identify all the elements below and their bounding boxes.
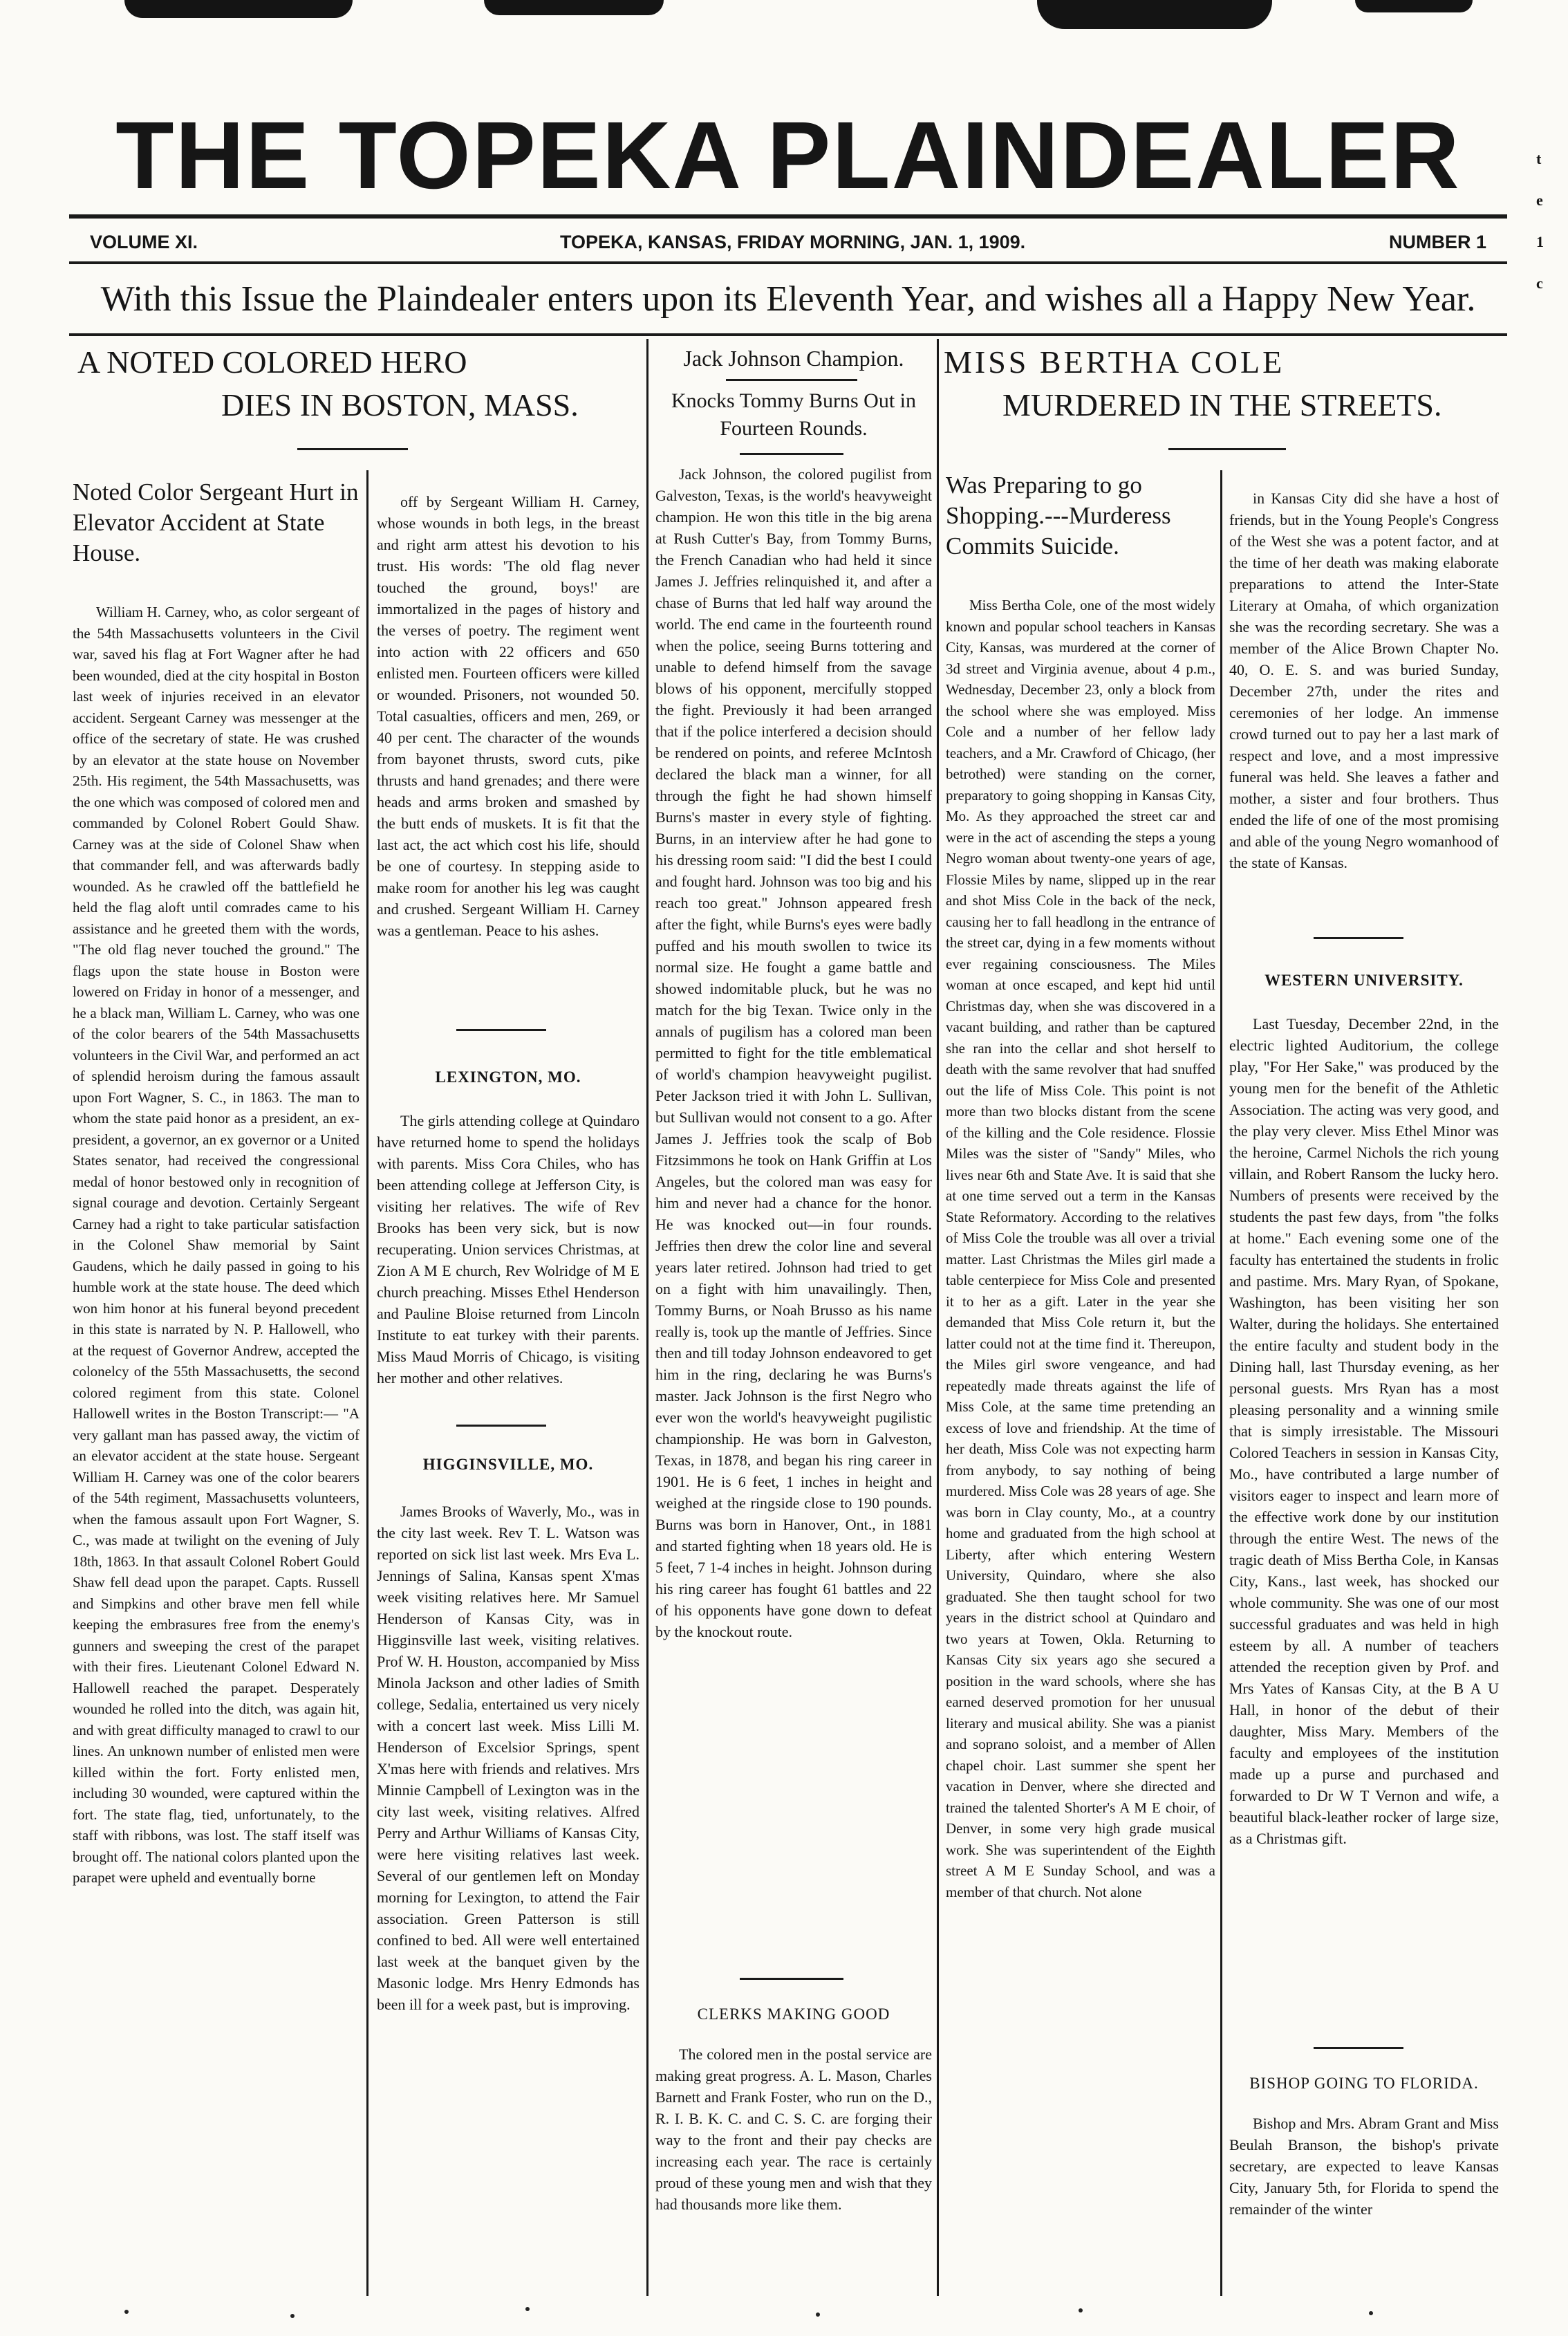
masthead-rule bbox=[69, 214, 1507, 219]
higginsville-heading: HIGGINSVILLE, MO. bbox=[422, 1456, 594, 1473]
masthead-title: THE TOPEKA PLAINDEALER bbox=[115, 104, 1461, 207]
volume-label: VOLUME XI. bbox=[90, 232, 198, 252]
cole-article-text-1: Miss Bertha Cole, one of the most widely known and popular school teachers in Kansas City, Kansas, was murdered at the corner of 3d street and Virginia avenue, about 4 p.m., Wednesday, December 23, only a block from the school where she was employed. Miss Cole and a number of her fellow lady teachers, and a Mr. Crawford of Chicago, (her betrothed) were standing on the corner, preparatory to going shopping in Kansas City, Mo. As they approached the street car and were in the act of ascending the steps a young Negro woman about twenty-one years of age, Flossie Miles by name, slipped up in the rear and shot Miss Cole in the back of the neck, causing her to fall headlong in the entrance of the street car, dying in a few moments without ever regaining consciousness. The Miles woman at once escaped, and kept hid until Christmas day, when she was discovered in a vacant building, and rather than be captured she ran into the cellar and shot herself to death with the same revolver that had snuffed out the life of Miss Cole. This point is not more than two blocks distant from the scene of the killing and the Cole residence. Flossie Miles was the sister of "Sandy" Miles, who lives near 6th and State Ave. It is said that she at one time served out a term in the Kansas State Reformatory. According to the relatives of Miss Cole the trouble was all over a trivial matter. Last Christmas the Miles girl made a table centerpiece for Miss Cole and presented it to her as a gift. Later in the year she demanded that Miss Cole return it, but the latter could not at the time find it. Thereupon, the Miles girl swore vengeance, and had repeatedly made threats against the life of Miss Cole, at the same time pretending an excess of love and friendship. At the time of her death, Miss Cole was not expecting harm from anybody, to say nothing of being murdered. Miss Cole was 28 years of age. She was born in Clay county, Mo., at a country home and graduated from the high school at Liberty, after which entering Western University, Quindaro, where she also graduated. She then taught school for two years in the district school at Quindaro and two years at Towen, Okla. Returning to Kansas City six years ago she secured a position in the ward schools, where she has earned deserved promotion for her unusual literary and musical ability. She was a pianist and soprano soloist, and a member of Allen chapel choir. Last summer she spent her vacation in Denver, where she directed and trained the talented Shorter's A M E choir, of Denver, in some very high grade musical work. She was superintendent of the Eighth street A M E Sunday School, and was a member of that church. Not alone bbox=[946, 597, 1215, 1900]
lexington-news bbox=[377, 1110, 640, 1483]
carney-article-text-1: William H. Carney, who, as color sergeant of the 54th Massachusetts volunteers in the Civil war, saved his flag at Fort Wagner after he had been wounded, died at the city hospital in Boston last week of injuries received in an elevator accident. Sergeant Carney was messenger at the office of the secretary of state. He was crushed by an elevator at the state house on November 25th. His regiment, the 54th Massachusetts, was the one which was composed of colored men and commanded by Colonel Robert Gould Shaw. Carney was at the side of Colonel Shaw when that commander fell, and was afterwards badly wounded. As he crawled off the battlefield he held the flag aloft until comrades came to his assistance and he greeted them with the words, "The old flag never touched the ground." The flags upon the state house in Boston were lowered on Friday in honor of a messenger, and he a black man, William L. Carney, who was one of the color bearers of the 54th Massachusetts volunteers in the Civil War, and performed an act of splendid heroism during the famous assault upon Fort Wagner, S. C., in 1863. The man to whom the state paid honor as a president, an ex-president, a governor, an ex governor or a United States senator, had received the congressional medal of honor bestowed only in recognition of signal courage and devotion. Certainly Sergeant Carney had a right to take particular satisfaction in the Colonel Shaw memorial by Saint Gaudens, which he daily passed in going to his humble work at the state house. The deed which won him honor at his funeral beyond precedent in this state is narrated by N. P. Hallowell, who at the request of Governor Andrew, accepted the colonelcy of the 55th Massachusetts, the second colored regiment from this state. Colonel Hallowell writes in the Boston Transcript:— "A very gallant man has passed away, the victim of an elevator accident at the state house. Sergeant William H. Carney was one of the color bearers of the 54th regiment, Massachusetts volunteers, when the famous assault upon Fort Wagner, S. C., was made at twilight on the evening of July 18th, 1863. In that assault Colonel Robert Gould Shaw fell dead upon the parapet. Capts. Russell and Simpkins and other brave men fell while keeping the embrasures free from the enemy's gunners and sweeping the crest of the parapet with their fires. Lieutenant Colonel Edward N. Hallowell reached the parapet. Desperately wounded he rolled into the ditch, was again hit, and with great difficulty managed to crawl to our lines. An unknown number of enlisted men were killed within the fort. Forty enlisted men, including 30 wounded, were captured within the fort. The state flag, tied, unfortunately, to the staff with ribbons, was lost. The staff itself was brought off. The national colors planted upon the parapet were upheld and eventually borne bbox=[73, 604, 360, 1886]
column-rule-4 bbox=[1220, 470, 1222, 2296]
johnson-headline: Jack Johnson Champion. bbox=[683, 346, 904, 371]
column-rule-3 bbox=[937, 339, 939, 2296]
clerks-heading: CLERKS MAKING GOOD bbox=[697, 2005, 890, 2023]
florida-top-rule bbox=[1314, 2047, 1403, 2049]
clerks-article-text: The colored men in the postal service are making great progress. A. L. Mason, Charles Barnett and Frank Foster, who run on the D., R. I. B. K. C. and C. S. C. are forging their way to the front and their pay checks are increasing each year. The race is certainly proud of these young men and wish that they had thousands more like them. bbox=[655, 2046, 932, 2213]
cole-deck: Was Preparing to go Shopping.---Murderess Commits Suicide. bbox=[946, 472, 1171, 559]
higginsville-news-text: James Brooks of Waverly, Mo., was in the city last week. Rev T. L. Watson was reported on sick list last week. Mrs Eva L. Jennings of Salina, Kansas spent X'mas week visiting relatives here. Mr Samuel Henderson of Kansas City, was in Higginsville last week, visiting relatives. Prof W. H. Houston, accompanied by Miss Minola Jackson and other ladies of Smith college, Sedalia, entertained us very nicely with a concert last week. Miss Lilli M. Henderson of Excelsior Springs, spent X'mas here with friends and relatives. Mrs Minnie Campbell of Lexington was in the city last week, visiting relatives. Alfred Perry and Arthur Williams of Kansas City, were here visiting relatives last week. Several of our gentlemen left on Monday morning for Lexington, to attend the Fair association. Green Patterson is still confined to bed. All were well entertained last week at the banquet given by the Masonic lodge. Mrs Henry Edmonds has been ill for a week past, but is improving. bbox=[377, 1503, 640, 2013]
lexington-news-text: The girls attending college at Quindaro have returned home to spend the holidays with parents. Miss Cora Chiles, who has been attending college at Jefferson City, is visiting her relatives. The wife of Rev Brooks has been very sick, but is now recuperating. Union services Christmas, at Zion A M E church, Rev Wolridge of M E church preaching. Misses Ethel Henderson and Pauline Bloise returned from Lincoln Institute to eat turkey with their parents. Miss Maud Morris of Chicago, is visiting her mother and other relatives. bbox=[377, 1112, 640, 1387]
cole-article-col2 bbox=[1229, 488, 1499, 930]
western-university-text: Last Tuesday, December 22nd, in the electric lighted Auditorium, the college play, "For Her Sake," was produced by the young men for the benefit of the Athletic Association. The acting was very good, and the play very clever. Miss Ethel Minor was the heroine, Carmel Nichols the rich young villain, and Robert Ransom the lucky hero. Numbers of presents were received by the students the past few days, from "the folks at home." Each evening some one of the faculty has entertained the students in frolic and pastime. Mrs. Mary Ryan, of Spokane, Washington, has been visiting her son Walter, during the holidays. She entertained the entire faculty and student body in the Dining hall, last Thursday evening, as her personal guests. Mrs Ryan has a most pleasing personality and a winning smile that is simply irresistable. The Missouri Colored Teachers in session in Kansas City, Mo., have contributed a large number of visitors eager to inspect and learn more of the effective work done by our institution through the entire West. The news of the tragic death of Miss Bertha Cole, in Kansas City, Kans., last week, has shocked our whole community. She was one of our most successful graduates and was held in high esteem by all. A number of teachers attended the reception given by Prof. and Mrs Yates of Kansas City, at the B A U Hall, in honor of the debut of their daughter, Miss Mary. Members of the faculty and employees of the institution made up a purse and purchased and forwarded to Dr W T Vernon and wife, a beautiful black-leather rocker of large size, as a Christmas gift. bbox=[1229, 1015, 1499, 1847]
johnson-article-text: Jack Johnson, the colored pugilist from Galveston, Texas, is the world's heavyweight champion. He won this title in the big arena at Rush Cutter's Bay, from Tommy Burns, the French Canadian who had held it since James J. Jeffries relinquished it, and after a chase of Burns that led half way around the world. The end came in the fourteenth round when the police, seeing Burns tottering and unable to defend himself from the savage blows of his opponent, mercifully stopped the fight. Previously it had been arranged that if the police interfered a decision should be rendered on points, and referee McIntosh declared the black man a winner, for all through the fight he had shown himself Burns's master in every style of fighting. Burns, in an interview after he had gone to his dressing room said: "I did the best I could and fought hard. Johnson was too big and his reach too great." Johnson appeared fresh after the fight, while Burns's eyes were badly puffed and his mouth swollen to twice its normal size. He fought a game battle and showed indomitable pluck, but he was no match for the big Texan. Twice only in the annals of pugilism has a colored man been permitted to fight for the title emblematical of world's champion heavyweight pugilist. Peter Jackson tried it with John L. Sullivan, but Sullivan would not consent to a go. After James J. Jeffries took the scalp of Bob Fitzsimmons he took on Hank Griffin at Los Angeles, but the colored man was easy for him and never had a chance for the honor. He was knocked out—in four rounds. Jeffries then drew the color line and several years later retired. Johnson had tried to get on a fight with him unavailingly. Then, Tommy Burns, or Noah Brusso as his name really is, took up the mantle of Jeffries. Since then and till today Johnson endeavored to get him in the ring, declaring he was Burns's master. Jack Johnson is the first Negro who ever won the world's heavyweight pugilistic championship. He was born in Galveston, Texas, in 1878, and began his ring career in 1901. He is 6 feet, 1 inches in height and weighed at the ringside close to 190 pounds. Burns was born in Hanover, Ont., in 1881 and started fighting when 18 years old. He is 5 feet, 7 1-4 inches in height. Johnson during his ring career has fought 61 battles and 22 of his opponents have gone down to defeat by the knockout route. bbox=[655, 465, 932, 1640]
new-year-banner: With this Issue the Plaindealer enters upon its Eleventh Year, and wishes all a Happy New Year. bbox=[100, 279, 1476, 319]
banner-rule bbox=[69, 333, 1507, 336]
issue-number: NUMBER 1 bbox=[1388, 232, 1486, 252]
cole-headline-rule bbox=[1168, 448, 1286, 450]
higginsville-top-rule bbox=[456, 1425, 546, 1427]
clerks-article-body bbox=[655, 2043, 932, 2296]
carney-article-text-2: off by Sergeant William H. Carney, whose wounds in both legs, in the breast and right arm attest his devotion to his trust. His words: 'The old flag never touched the ground, boys!' are immortalized in the pages of history and the verses of poetry. The regiment went into action with 22 officers and 650 enlisted men. Fourteen officers were killed or wounded. Prisoners, not wounded 50. Total casualties, officers and men, 269, or 40 per cent. The character of the wounds from bayonet thrusts, sword cuts, pike thrusts and hand grenades; and there were heads and arms broken and smashed by the butt ends of muskets. It is fit that the last act, the act which cost his life, should be one of courtesy. In stepping aside to make room for another his leg was caught and crushed. Sergeant William H. Carney was a gentleman. Peace to his ashes. bbox=[377, 493, 640, 939]
higginsville-news bbox=[377, 1501, 640, 2296]
carney-article-col2 bbox=[377, 491, 640, 1017]
western-university-news bbox=[1229, 1013, 1499, 2043]
cole-headline-line-2: MURDERED IN THE STREETS. bbox=[1002, 387, 1442, 423]
dateline-rule bbox=[69, 261, 1507, 264]
column-rule-1 bbox=[366, 470, 368, 2296]
carney-headline-line-1: A NOTED COLORED HERO bbox=[77, 344, 467, 380]
cole-headline-line-1: MISS BERTHA COLE bbox=[944, 344, 1285, 380]
carney-headline-rule bbox=[297, 448, 408, 450]
johnson-article-body bbox=[655, 463, 932, 1985]
carney-headline-line-2: DIES IN BOSTON, MASS. bbox=[221, 387, 579, 423]
western-university-heading: WESTERN UNIVERSITY. bbox=[1264, 972, 1464, 989]
cole-article-text-2: in Kansas City did she have a host of friends, but in the Young People's Congress of the West she was a potent factor, and at the time of her death was making elaborate preparations to attend the Inter-State Literary at Omaha, of which organization she was the recording secretary. She was a member of the Alice Brown Chapter No. 40, O. E. S. and was buried Sunday, December 27th, under the rites and ceremonies of her lodge. An immense crowd turned out to pay her a last mark of respect and love, and a most impressive funeral was held. She leaves a father and mother, a sister and four brothers. Thus ended the life of one of the most promising and able of the young Negro womanhood of the state of Kansas. bbox=[1229, 490, 1499, 871]
carney-deck: Noted Color Sergeant Hurt in Elevator Accident at State House. bbox=[73, 479, 359, 566]
margin-mark: t e 1 c bbox=[1536, 150, 1544, 292]
bishop-florida-heading: BISHOP GOING TO FLORIDA. bbox=[1249, 2075, 1479, 2092]
western-top-rule bbox=[1314, 937, 1403, 939]
dateline bbox=[76, 225, 1500, 259]
cole-article-col1 bbox=[946, 595, 1215, 2296]
bishop-florida-text: Bishop and Mrs. Abram Grant and Miss Beulah Branson, the bishop's private secretary, are expected to leave Kansas City, January 5th, for Florida to spend the remainder of the winter bbox=[1229, 2115, 1499, 2218]
lexington-heading: LEXINGTON, MO. bbox=[435, 1068, 581, 1086]
bishop-florida-news bbox=[1229, 2113, 1499, 2296]
bottom-ink-specks bbox=[0, 2303, 1568, 2324]
johnson-deck-rule bbox=[740, 453, 843, 455]
johnson-deck: Knocks Tommy Burns Out in Fourteen Rounds. bbox=[671, 389, 917, 440]
column-rule-2 bbox=[646, 339, 648, 2296]
clerks-top-rule bbox=[740, 1978, 843, 1980]
carney-article-col1 bbox=[73, 602, 360, 2296]
top-ink-damage bbox=[0, 0, 1568, 41]
johnson-headline-rule bbox=[726, 379, 857, 381]
place-date: TOPEKA, KANSAS, FRIDAY MORNING, JAN. 1, 1909. bbox=[560, 232, 1026, 252]
lexington-top-rule bbox=[456, 1029, 546, 1031]
